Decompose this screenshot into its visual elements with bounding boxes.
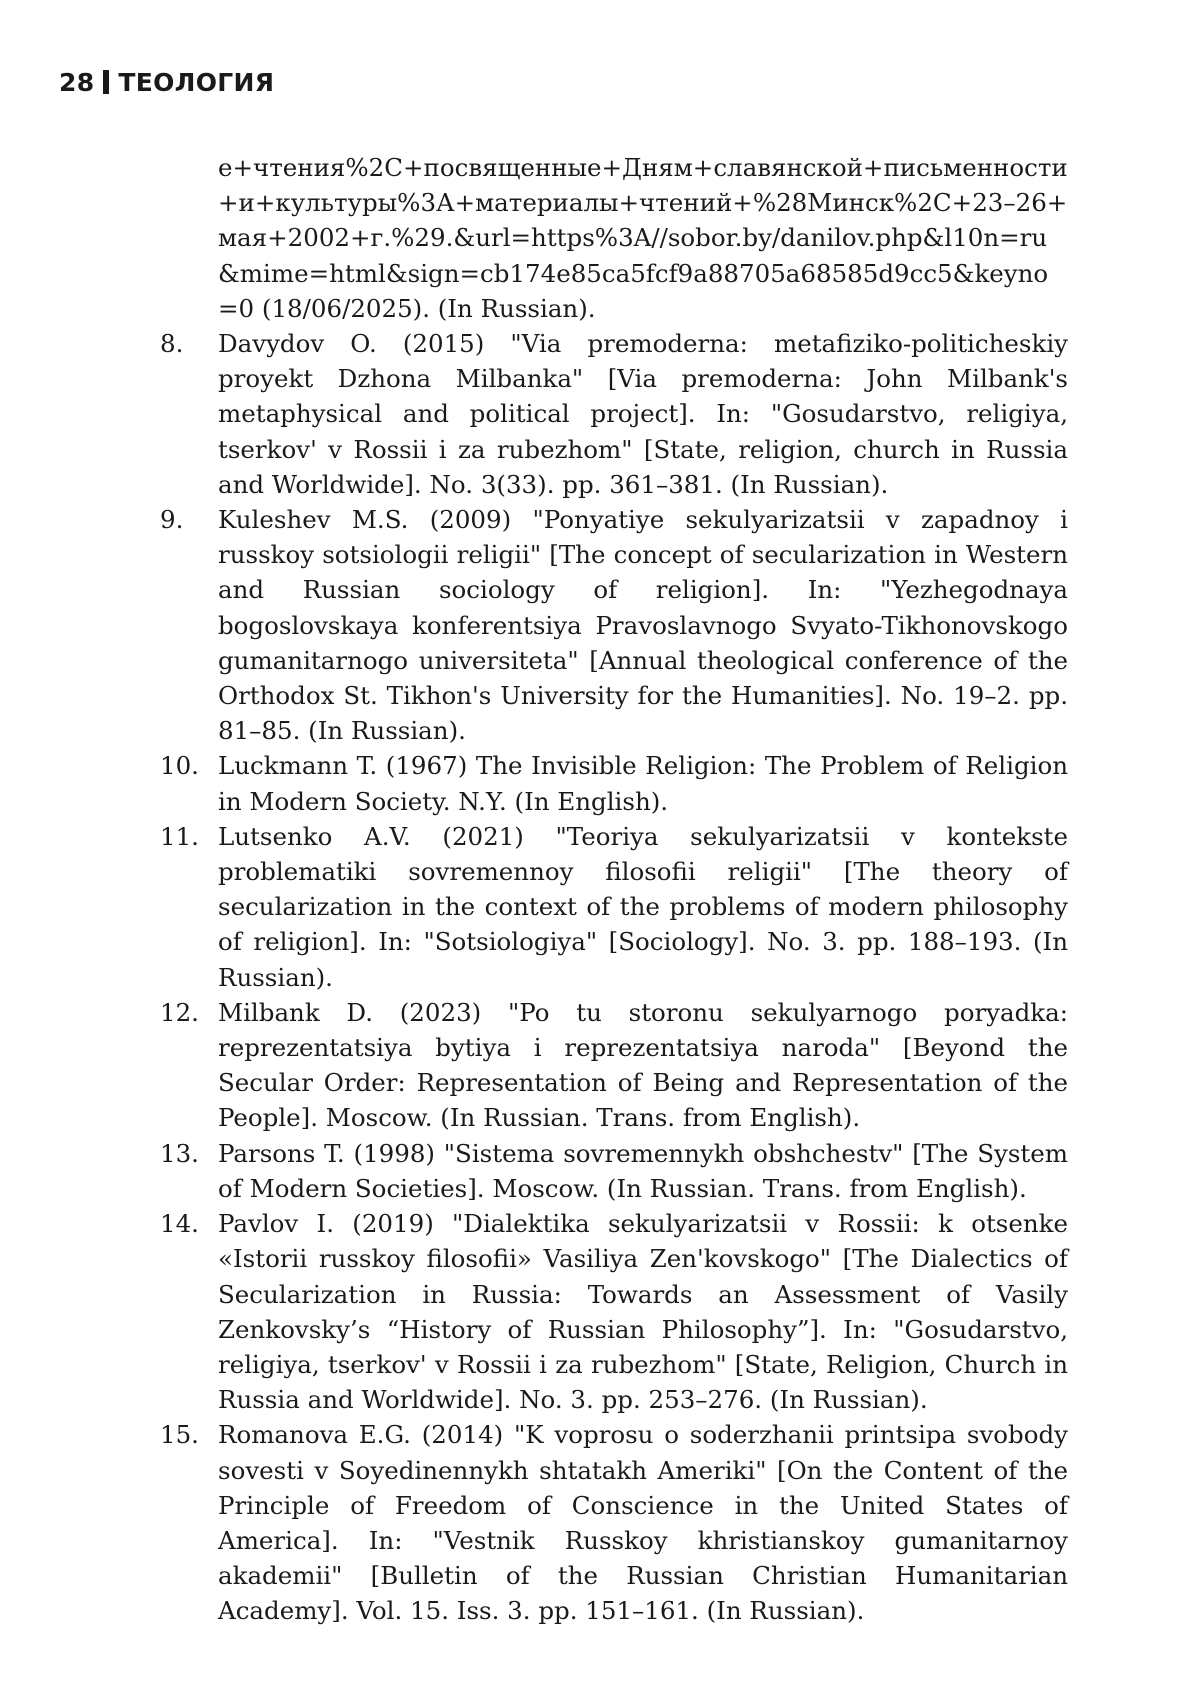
reference-number: 11. — [160, 821, 199, 851]
reference-text: е+чтения%2С+посвященные+Дням+славянской+письменности+и+культуры%3А+материалы+чтений+%28Минск%2С+23–26+мая+2002+г.%29.&url=https%3A//sobor.by/danilov.php&l10n=ru&mime=html&sign=cb174e85ca5fcf9a88705a68585d9cc5&keyno=0 (18/06/2025). (In Russian). — [218, 153, 1068, 323]
reference-number: 10. — [160, 751, 199, 781]
page-number: 28 — [59, 68, 95, 97]
section-title: ТЕОЛОГИЯ — [118, 68, 275, 97]
reference-list — [160, 150, 1068, 1629]
reference-item — [160, 326, 1068, 502]
reference-number: 14. — [160, 1209, 199, 1239]
reference-number: 13. — [160, 1138, 199, 1168]
reference-text: Luckmann T. (1967) The Invisible Religion: The Problem of Religion in Modern Society. N.Y. (In English). — [218, 751, 1068, 816]
reference-item — [160, 1206, 1068, 1417]
reference-text: Kuleshev M.S. (2009) "Ponyatiye sekulyarizatsii v zapadnoy i russkoy sotsiologii religii" [The concept of secularization in Western and Russian sociology of religion]. In: "Yezhegodnaya bogoslovskaya konferentsiya Pravoslavnogo Svyato-Tikhonovskogo gumanitarnogo universiteta" [Annual theological conference of the Orthodox St. Tikhon's University for the Humanities]. No. 19–2. pp. 81–85. (In Russian). — [218, 505, 1068, 746]
reference-item — [160, 1136, 1068, 1206]
reference-item — [160, 748, 1068, 818]
reference-text: Pavlov I. (2019) "Dialektika sekulyarizatsii v Rossii: k otsenke «Istorii russkoy filosofii» Vasiliya Zen'kovskogo" [The Dialectics of Secularization in Russia: Towards an Assessment of Vasily Zenkovsky’s “History of Russian Philosophy”]. In: "Gosudarstvo, religiya, tserkov' v Rossii i za rubezhom" [State, Religion, Church in Russia and Worldwide]. No. 3. pp. 253–276. (In Russian). — [218, 1209, 1068, 1415]
reference-text: Lutsenko A.V. (2021) "Teoriya sekulyarizatsii v kontekste problematiki sovremennoy filosofii religii" [The theory of secularization in the context of the problems of modern philosophy of religion]. In: "Sotsiologiya" [Sociology]. No. 3. pp. 188–193. (In Russian). — [218, 821, 1068, 992]
reference-number: 9. — [160, 505, 184, 535]
running-header — [59, 66, 274, 100]
header-divider — [103, 70, 109, 94]
reference-number: 8. — [160, 329, 184, 359]
reference-item — [160, 1417, 1068, 1628]
reference-item — [160, 995, 1068, 1136]
reference-text: Parsons T. (1998) "Sistema sovremennykh obshchestv" [The System of Modern Societies]. Moscow. (In Russian. Trans. from English). — [218, 1138, 1068, 1203]
reference-item — [160, 150, 1068, 326]
reference-item — [160, 502, 1068, 748]
reference-item — [160, 819, 1068, 995]
reference-text: Milbank D. (2023) "Po tu storonu sekulyarnogo poryadka: reprezentatsiya bytiya i reprezentatsiya naroda" [Beyond the Secular Order: Representation of Being and Representation of the People]. Moscow. (In Russian. Trans. from English). — [218, 997, 1068, 1133]
reference-number: 15. — [160, 1420, 199, 1450]
reference-text: Davydov O. (2015) "Via premoderna: metafiziko-politicheskiy proyekt Dzhona Milbanka" [Via premoderna: John Milbank's metaphysical and political project]. In: "Gosudarstvo, religiya, tserkov' v Rossii i za rubezhom" [State, religion, church in Russia and Worldwide]. No. 3(33). pp. 361–381. (In Russian). — [218, 329, 1068, 499]
reference-text: Romanova E.G. (2014) "K voprosu o soderzhanii printsipa svobody sovesti v Soyedinennykh shtatakh Ameriki" [On the Content of the Principle of Freedom of Conscience in the United States of America]. In: "Vestnik Russkoy khristianskoy gumanitarnoy akademii" [Bulletin of the Russian Christian Humanitarian Academy]. Vol. 15. Iss. 3. pp. 151–161. (In Russian). — [218, 1420, 1068, 1626]
reference-number: 12. — [160, 997, 199, 1027]
